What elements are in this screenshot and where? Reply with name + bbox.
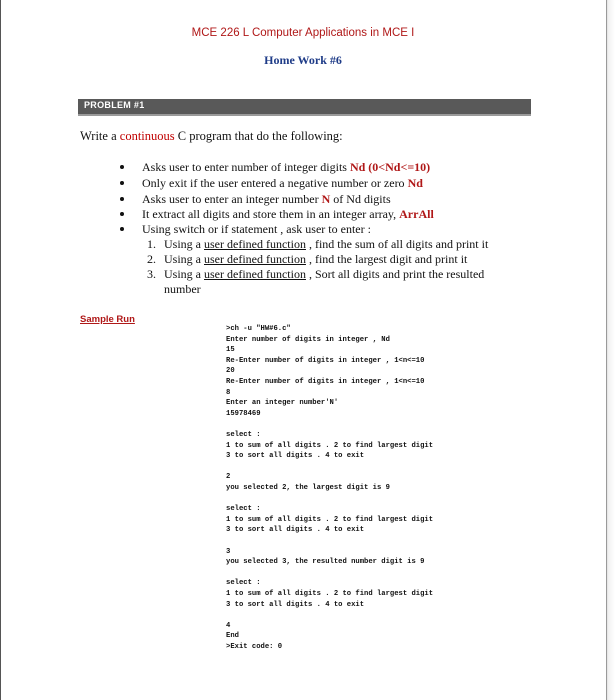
underlined-term: user defined function <box>204 267 306 281</box>
item-number: 1. <box>147 237 156 251</box>
numbered-item <box>147 237 488 252</box>
page-right-edge <box>606 0 607 700</box>
console-line: Enter an integer number'N' <box>226 399 339 408</box>
console-line: End <box>226 632 239 641</box>
console-line: 20 <box>226 367 235 376</box>
console-line: you selected 3, the resulted number digit is 9 <box>226 558 425 567</box>
console-line: select : <box>226 579 261 588</box>
console-line: 1 to sum of all digits . 2 to find largest digit <box>226 515 434 524</box>
underlined-term: user defined function <box>204 237 306 251</box>
problem-intro <box>80 129 343 144</box>
console-line: select : <box>226 505 261 514</box>
bullet-text-post: of Nd digits <box>330 192 391 206</box>
console-line: >Exit code: 0 <box>226 643 283 651</box>
bullet-bold-text: N <box>321 192 331 206</box>
console-line: 3 to sort all digits . 4 to exit <box>226 600 365 609</box>
bullet-dot-icon <box>120 197 124 201</box>
item-number: 2. <box>147 252 156 266</box>
page-left-edge <box>0 0 1 700</box>
intro-text-after: C program that do the following: <box>174 129 343 143</box>
bullet-text: Asks user to enter number of integer digits <box>142 160 350 174</box>
bullet-bold-text: Nd <box>407 176 423 190</box>
intro-highlight: continuous <box>119 129 175 143</box>
document-title: MCE 226 L Computer Applications in MCE I <box>191 27 415 39</box>
item-text: Using a <box>164 252 204 266</box>
bullet-dot-icon <box>120 212 124 216</box>
console-line: Enter number of digits in integer , Nd <box>226 335 390 344</box>
intro-text-before: Write a <box>80 129 120 143</box>
console-line: 3 to sort all digits . 4 to exit <box>226 452 365 461</box>
console-line: 15978469 <box>226 409 261 418</box>
bullet-text: Asks user to enter an integer number <box>142 192 322 206</box>
problem-banner-label: PROBLEM #1 <box>84 100 145 110</box>
console-line: Re-Enter number of digits in integer , 1<n<=10 <box>226 356 425 365</box>
console-line: 2 <box>226 473 231 482</box>
bullet-text: Using switch or if statement , ask user to enter : <box>142 222 371 236</box>
page-right-shadow <box>606 0 615 700</box>
item-text-post: , Sort all digits and print the resulted <box>305 267 485 281</box>
console-line: 8 <box>226 388 231 397</box>
sample-run-label: Sample Run <box>80 314 135 325</box>
numbered-item-continuation: number <box>164 282 201 296</box>
console-line: Re-Enter number of digits in integer , 1<n<=10 <box>226 378 425 386</box>
bullet-dot-icon <box>120 181 124 185</box>
item-text: Using a <box>164 237 204 251</box>
console-line: 1 to sum of all digits . 2 to find largest digit <box>226 441 434 450</box>
bullet-bold-text: Nd (0<Nd<=10) <box>349 160 431 174</box>
problem-banner <box>78 99 531 116</box>
bullet-dot-icon <box>120 227 124 231</box>
bullet-dot-icon <box>120 165 124 169</box>
numbered-item <box>147 252 467 267</box>
console-line: 4 <box>226 621 231 630</box>
console-line: you selected 2, the largest digit is 9 <box>226 484 390 492</box>
item-text-post: , find the largest digit and print it <box>305 252 468 266</box>
document-subtitle: Home Work #6 <box>264 53 342 67</box>
item-text-post: , find the sum of all digits and print it <box>305 237 489 251</box>
bullet-text: It extract all digits and store them in an integer array, <box>142 207 400 221</box>
console-line: >ch -u "HW#6.c" <box>226 325 291 333</box>
underlined-term: user defined function <box>204 252 306 266</box>
item-number: 3. <box>147 267 156 281</box>
item-text: Using a <box>164 267 204 281</box>
bullet-text: Only exit if the user entered a negative number or zero <box>142 176 408 190</box>
numbered-item <box>147 267 484 282</box>
bullet-bold-text: ArrAll <box>399 207 434 221</box>
console-line: 3 to sort all digits . 4 to exit <box>226 526 365 535</box>
console-line: 15 <box>226 346 235 355</box>
console-line: select : <box>226 431 261 439</box>
console-line: 1 to sum of all digits . 2 to find largest digit <box>226 590 434 598</box>
console-line: 3 <box>226 547 231 556</box>
